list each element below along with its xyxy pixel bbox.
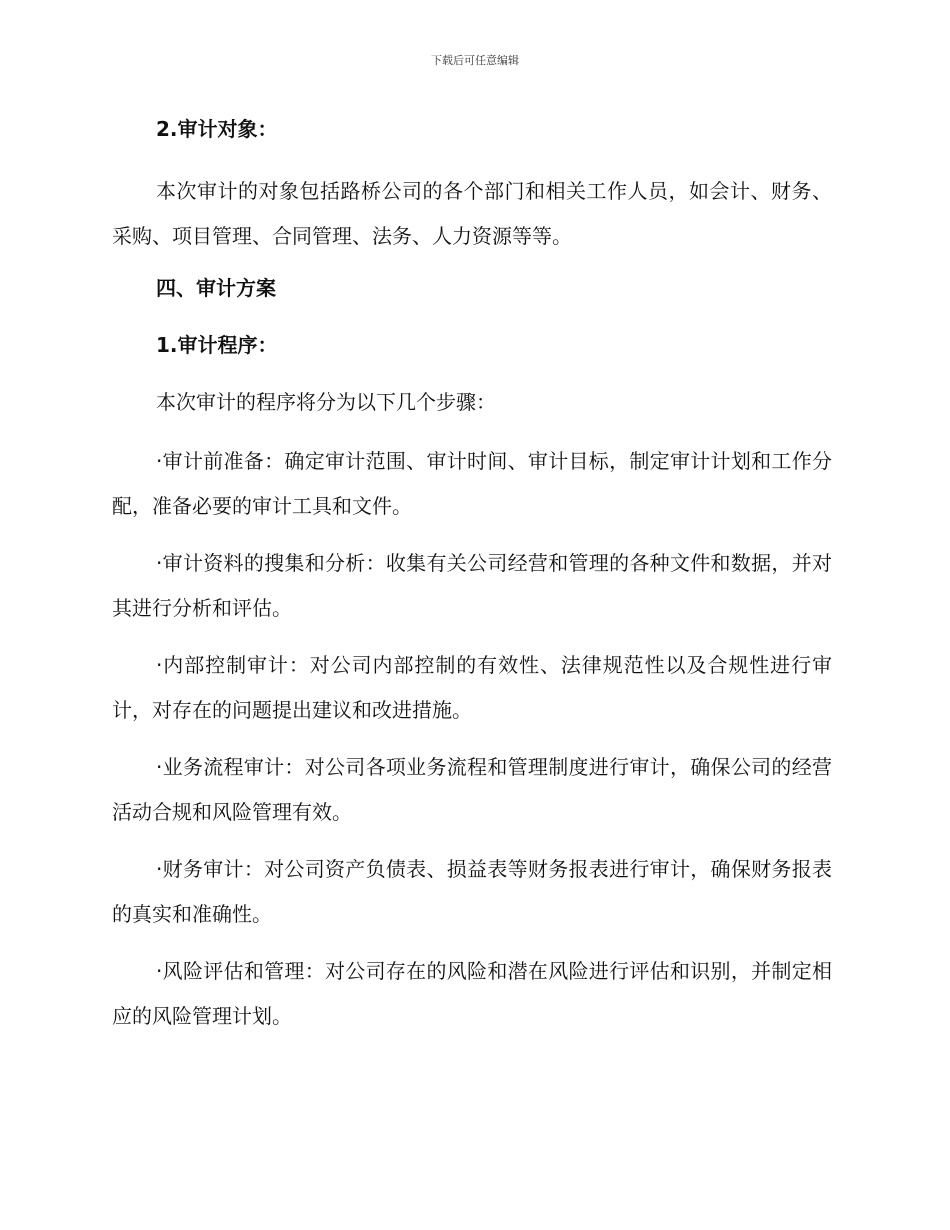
heading-section-four: 四、审计方案 bbox=[156, 276, 276, 300]
step-text: 审计前准备：确定审计范围、审计时间、审计目标，制定审计计划和工作分配，准备必要的审计工具和文件。 bbox=[112, 449, 832, 518]
step-text: 财务审计：对公司资产负债表、损益表等财务报表进行审计，确保财务报表的真实和准确性。 bbox=[112, 857, 832, 926]
heading-audit-procedure: 1.审计程序： bbox=[156, 333, 278, 357]
step-text: 审计资料的搜集和分析：收集有关公司经营和管理的各种文件和数据，并对其进行分析和评估。 bbox=[112, 551, 832, 620]
step-text: 业务流程审计：对公司各项业务流程和管理制度进行审计，确保公司的经营活动合规和风险管理有效。 bbox=[112, 755, 832, 824]
step-text: 风险评估和管理：对公司存在的风险和潜在风险进行评估和识别，并制定相应的风险管理计划。 bbox=[112, 959, 832, 1028]
paragraph-procedure-intro: 本次审计的程序将分为以下几个步骤： bbox=[156, 390, 496, 414]
heading-audit-object: 2.审计对象： bbox=[156, 117, 278, 141]
list-item bbox=[112, 745, 832, 835]
bullet-mark: · bbox=[156, 755, 163, 779]
header-note: 下载后可任意编辑 bbox=[431, 54, 519, 67]
bullet-mark: · bbox=[156, 551, 163, 575]
paragraph-audit-object: 本次审计的对象包括路桥公司的各个部门和相关工作人员，如会计、财务、采购、项目管理、合同管理、法务、人力资源等等。 bbox=[112, 179, 832, 248]
bullet-mark: · bbox=[156, 959, 163, 983]
list-item bbox=[112, 439, 832, 529]
bullet-mark: · bbox=[156, 653, 163, 677]
list-item bbox=[112, 847, 832, 937]
bullet-mark: · bbox=[156, 857, 163, 881]
list-item bbox=[112, 643, 832, 733]
bullet-mark: · bbox=[156, 449, 163, 473]
list-item bbox=[112, 541, 832, 631]
step-text: 内部控制审计：对公司内部控制的有效性、法律规范性以及合规性进行审计，对存在的问题提出建议和改进措施。 bbox=[112, 653, 832, 722]
document-body bbox=[112, 112, 832, 1051]
list-item bbox=[112, 949, 832, 1039]
